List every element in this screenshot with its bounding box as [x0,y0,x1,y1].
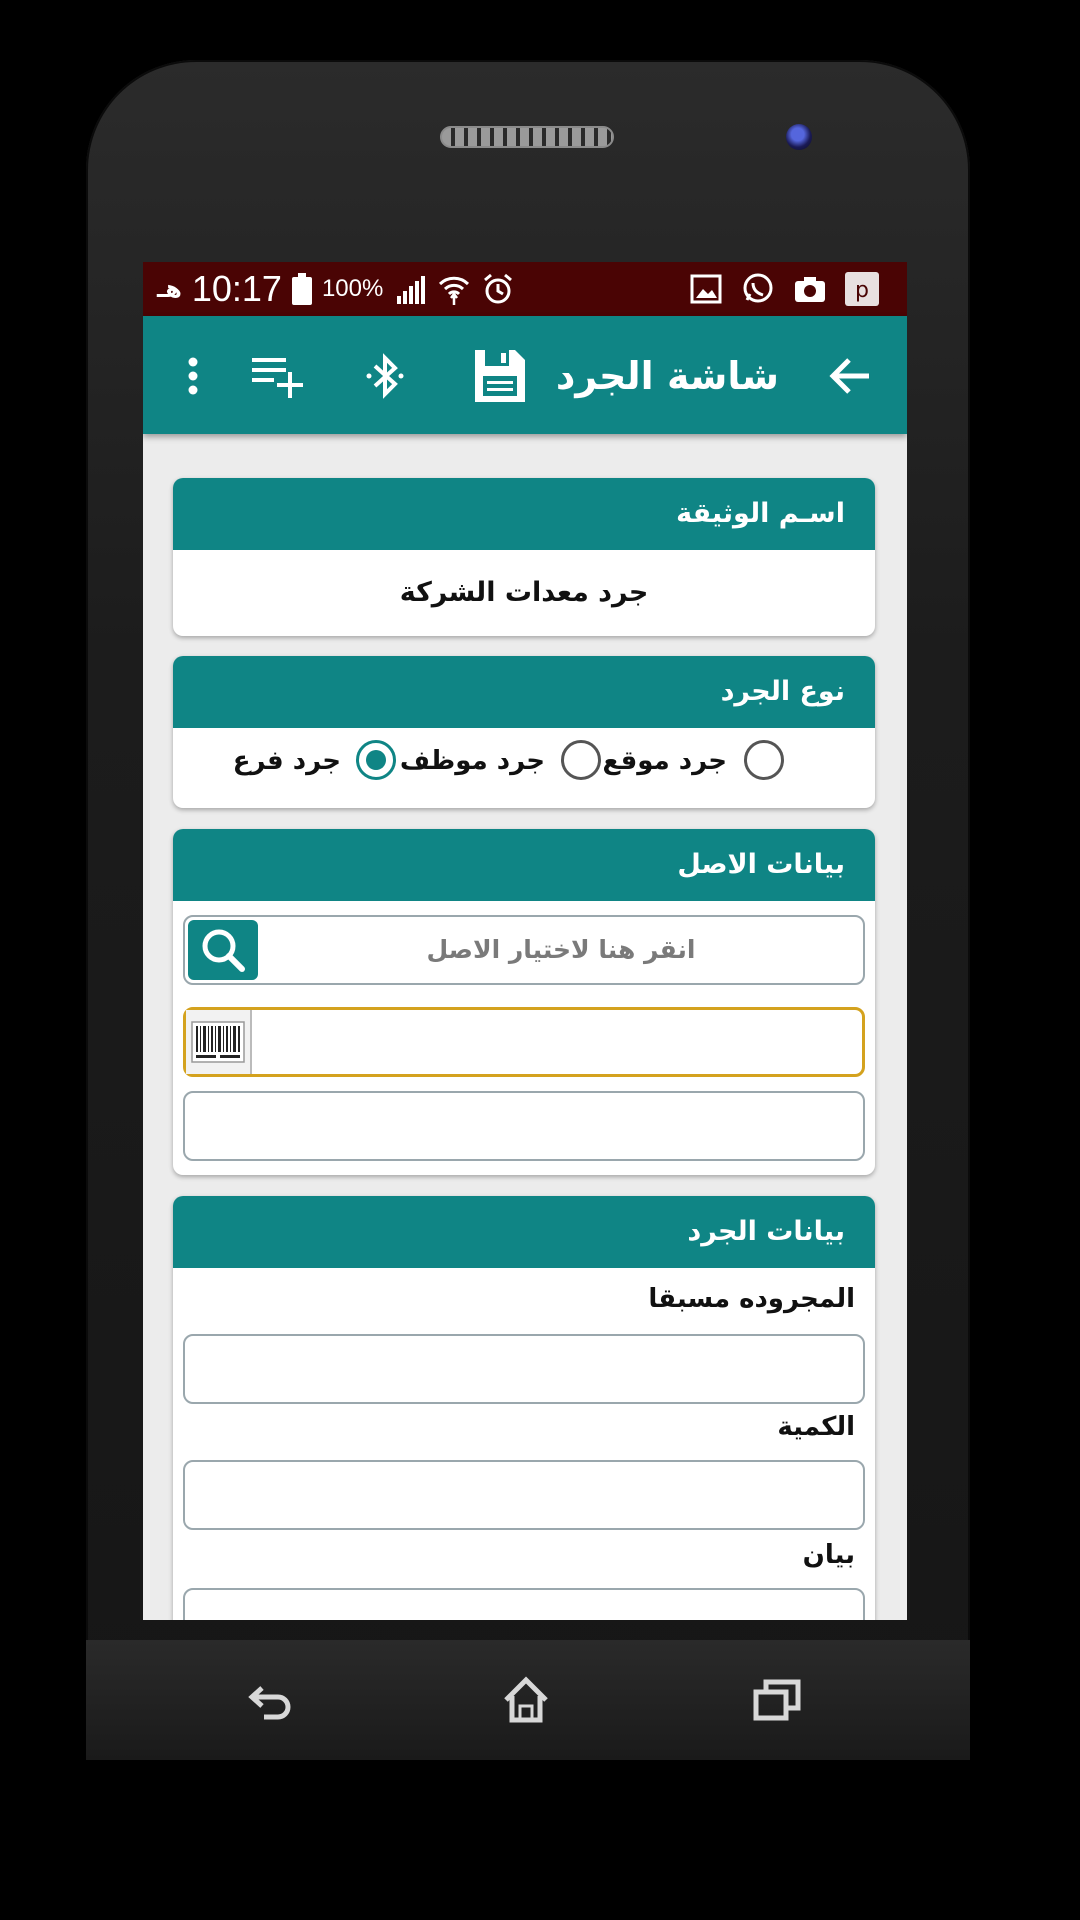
radio-employee-inventory-label[interactable]: جرد موظف [399,746,545,776]
home-nav-icon[interactable] [498,1672,554,1728]
document-name-card [173,478,875,636]
signal-icon [393,272,427,306]
whatsapp-icon [741,272,775,306]
asset-extra-field[interactable] [183,1091,865,1161]
battery-percent: 100% [321,275,384,302]
save-icon[interactable] [469,346,529,406]
quantity-field[interactable] [183,1460,865,1530]
clock: 10:17 [191,268,282,309]
alarm-icon [481,272,515,306]
previously-counted-field[interactable] [183,1334,865,1404]
app-p-icon [845,272,879,306]
statement-label: بيان [802,1540,855,1570]
statement-field[interactable] [183,1588,865,1620]
add-list-icon[interactable] [248,346,308,406]
status-bar [143,262,907,316]
bluetooth-icon[interactable] [357,346,417,406]
app-bar [143,316,907,434]
document-name-header: اسـم الوثيقة [173,478,875,550]
recents-nav-icon[interactable] [750,1672,806,1728]
inventory-data-header: بيانات الجرد [173,1196,875,1268]
back-arrow-icon[interactable] [821,346,881,406]
more-vert-icon[interactable] [163,346,223,406]
page-title: شاشة الجرد [555,354,779,398]
document-name-value[interactable]: جرد معدات الشركة [399,577,649,608]
radio-site-inventory-label[interactable]: جرد موقع [602,746,727,776]
barcode-field[interactable] [183,1007,865,1077]
asset-data-header: بيانات الاصل [173,829,875,901]
previously-counted-label: المجروده مسبقا [648,1284,855,1314]
inventory-type-options [173,728,875,808]
camera-icon [793,272,827,306]
inventory-type-card [173,656,875,808]
asset-search-field[interactable] [183,915,865,985]
app-screen [143,262,907,1620]
radio-branch-inventory-label[interactable]: جرد فرع [232,746,341,776]
inventory-data-card [173,1196,875,1620]
asset-search-placeholder[interactable]: انقر هنا لاختيار الاصل [426,935,696,964]
quantity-label: الكمية [777,1412,855,1442]
wifi-icon [437,272,471,306]
hijri-indicator: هـ [157,275,182,303]
radio-site-inventory[interactable] [744,740,784,780]
inventory-type-header: نوع الجرد [173,656,875,728]
radio-employee-inventory[interactable] [561,740,601,780]
earpiece-speaker [440,126,614,148]
asset-data-card [173,829,875,1175]
search-button[interactable] [188,920,258,980]
radio-branch-inventory[interactable] [356,740,396,780]
barcode-scan-icon[interactable] [186,1010,252,1074]
svg-text:p: p [855,278,869,303]
front-camera [786,124,812,150]
back-nav-icon[interactable] [244,1672,300,1728]
battery-icon [292,273,312,305]
search-icon [188,920,258,980]
gallery-icon [689,272,723,306]
